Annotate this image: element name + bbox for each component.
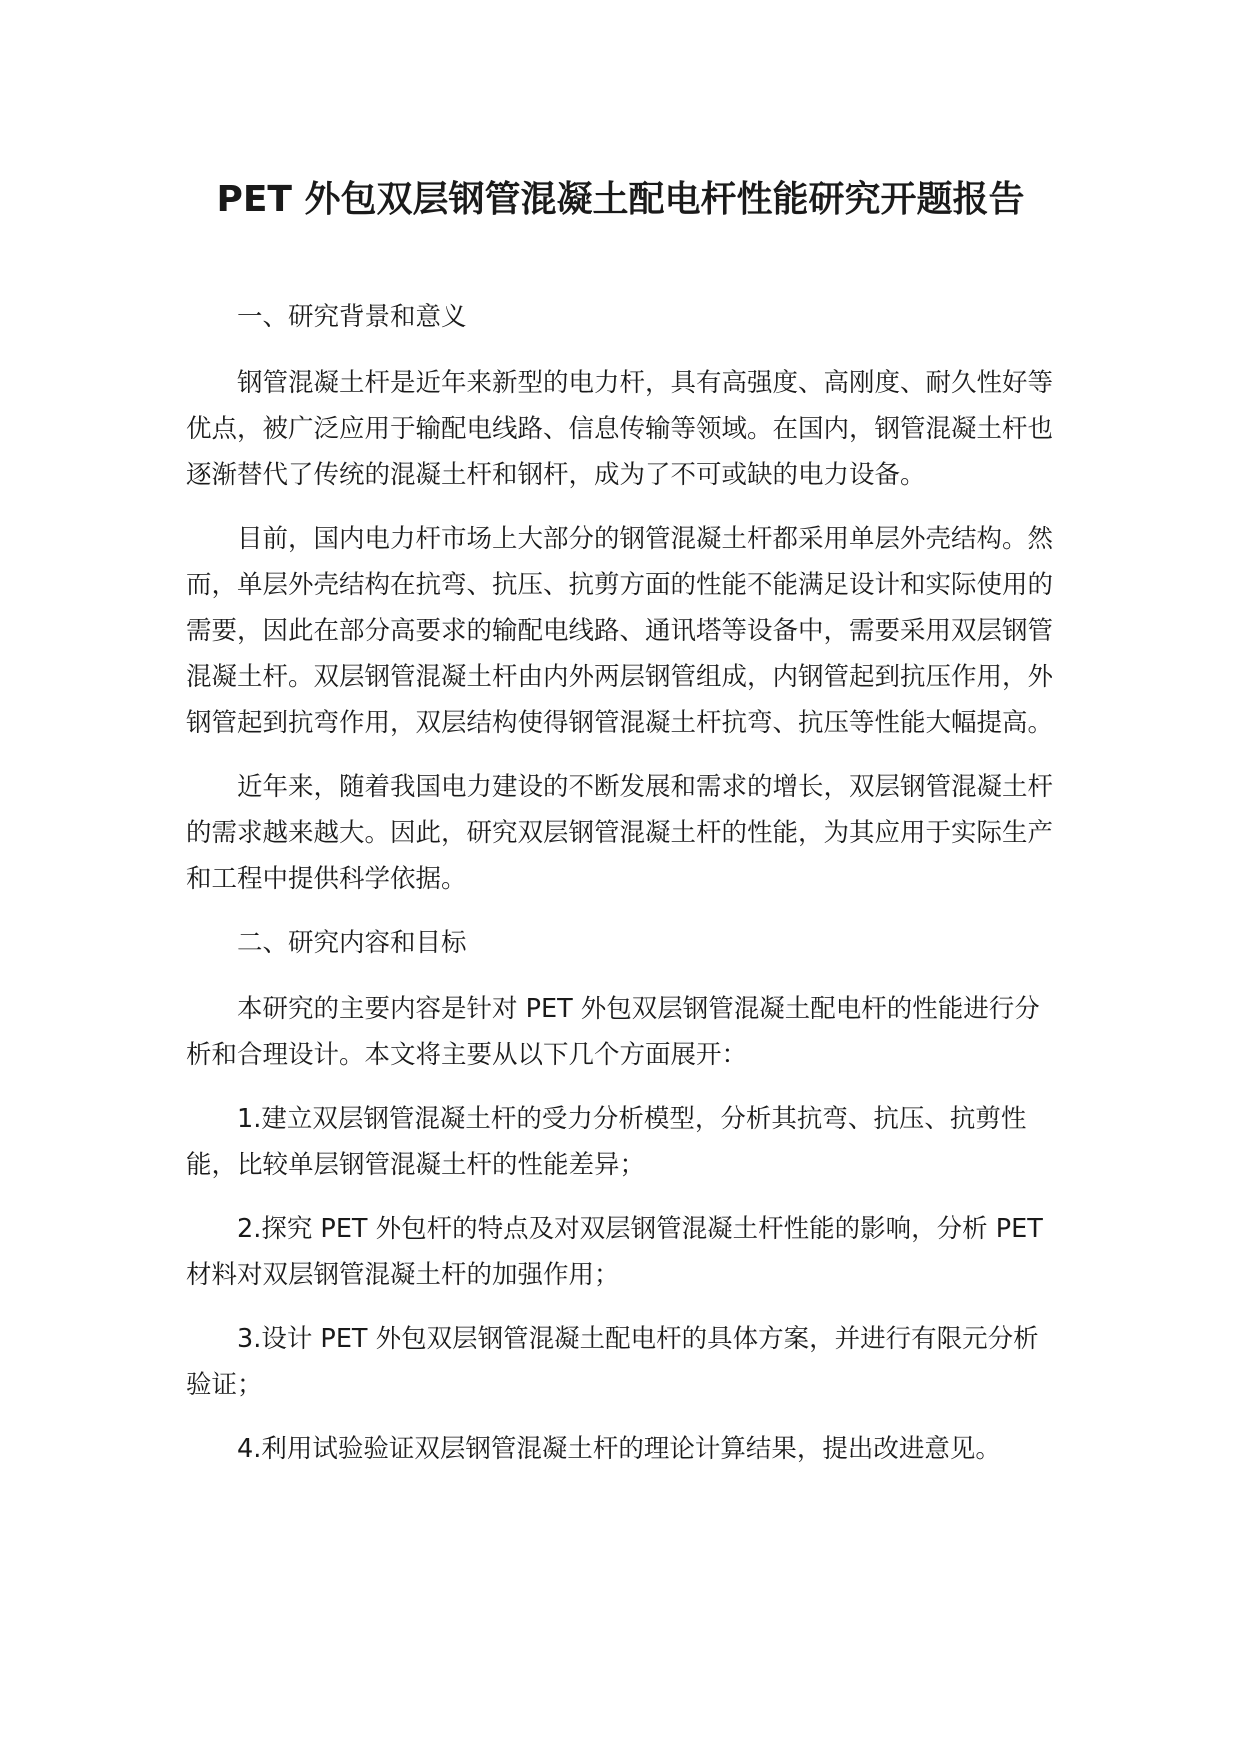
paragraph-background-3: 近年来，随着我国电力建设的不断发展和需求的增长，双层钢管混凝土杆的需求越来越大。因此，研究双层钢管混凝土杆的性能，为其应用于实际生产和工程中提供科学依据。: [186, 772, 1054, 894]
document-title: PET 外包双层钢管混凝土配电杆性能研究开题报告: [216, 179, 1025, 220]
document-body: [186, 294, 1056, 1490]
paragraph-background-1: 钢管混凝土杆是近年来新型的电力杆，具有高强度、高刚度、耐久性好等优点，被广泛应用于输配电线路、信息传输等领域。在国内，钢管混凝土杆也逐渐替代了传统的混凝土杆和钢杆，成为了不可或缺的电力设备。: [186, 368, 1054, 490]
list-item-3: 3.设计 PET 外包双层钢管混凝土配电杆的具体方案，并进行有限元分析验证；: [186, 1324, 1039, 1400]
section-heading-content: 二、研究内容和目标: [237, 928, 467, 958]
list-item-2: 2.探究 PET 外包杆的特点及对双层钢管混凝土杆性能的影响，分析 PET 材料对双层钢管混凝土杆的加强作用；: [186, 1214, 1043, 1290]
paragraph-content-intro: 本研究的主要内容是针对 PET 外包双层钢管混凝土配电杆的性能进行分析和合理设计。本文将主要从以下几个方面展开：: [186, 994, 1040, 1070]
list-item-4: 4.利用试验验证双层钢管混凝土杆的理论计算结果，提出改进意见。: [237, 1434, 1001, 1464]
section-heading-background: 一、研究背景和意义: [237, 302, 467, 332]
paragraph-background-2: 目前，国内电力杆市场上大部分的钢管混凝土杆都采用单层外壳结构。然而，单层外壳结构在抗弯、抗压、抗剪方面的性能不能满足设计和实际使用的需要，因此在部分高要求的输配电线路、通讯塔等设备中，需要采用双层钢管混凝土杆。双层钢管混凝土杆由内外两层钢管组成，内钢管起到抗压作用，外钢管起到抗弯作用，双层结构使得钢管混凝土杆抗弯、抗压等性能大幅提高。: [186, 524, 1054, 738]
list-item-1: 1.建立双层钢管混凝土杆的受力分析模型，分析其抗弯、抗压、抗剪性能，比较单层钢管混凝土杆的性能差异；: [186, 1104, 1027, 1180]
